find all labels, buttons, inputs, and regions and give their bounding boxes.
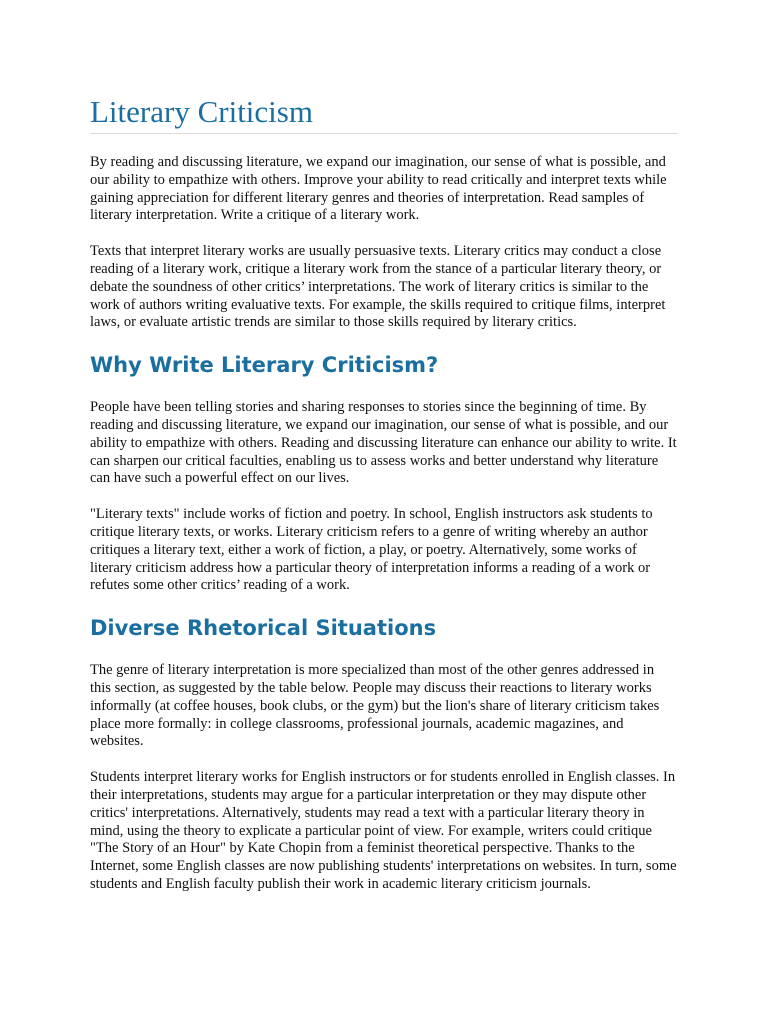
- section-heading-rhetorical-situations: Diverse Rhetorical Situations: [90, 616, 437, 641]
- rhetorical-paragraph-2: Students interpret literary works for English instructors or for students enrolled in English classes. In their interpretations, students may argue for a particular interpretation or they may dispute other critics' interpretations. Alternatively, students may read a text with a particular literary theory in mind, using the theory to explicate a particular point of view. For example, writers could critique "The Story of an Hour" by Kate Chopin from a feminist theoretical perspective. Thanks to the Internet, some English classes are now publishing students' interpretations on websites. In turn, some students and English faculty publish their work in academic literary criticism journals.: [90, 769, 677, 892]
- intro-paragraph-1: By reading and discussing literature, we expand our imagination, our sense of what is possible, and our ability to empathize with others. Improve your ability to read critically and interpret texts while gaining appreciation for different literary genres and theories of interpretation. Read samples of literary interpretation. Write a critique of a literary work.: [90, 154, 667, 224]
- page-title: Literary Criticism: [90, 93, 678, 134]
- rhetorical-paragraph-1: The genre of literary interpretation is more specialized than most of the other genres addressed in this section, as suggested by the table below. People may discuss their reactions to literary works informally (at coffee houses, book clubs, or the gym) but the lion's share of literary criticism takes place more formally: in college classrooms, professional journals, academic magazines, and websites.: [90, 662, 660, 750]
- section-heading-why-write: Why Write Literary Criticism?: [90, 353, 439, 378]
- why-write-paragraph-1: People have been telling stories and sharing responses to stories since the beginning of time. By reading and discussing literature, we expand our imagination, our sense of what is possible, and our ability to empathize with others. Reading and discussing literature can enhance our ability to write. It can sharpen our critical faculties, enabling us to assess works and better understand why literature can have such a powerful effect on our lives.: [90, 399, 677, 487]
- why-write-paragraph-2: "Literary texts" include works of fiction and poetry. In school, English instructors ask students to critique literary texts, or works. Literary criticism refers to a genre of writing whereby an author critiques a literary text, either a work of fiction, a play, or poetry. Alternatively, some works of literary criticism address how a particular theory of interpretation informs a reading of a work or refutes some other critics’ reading of a work.: [90, 506, 653, 594]
- intro-paragraph-2: Texts that interpret literary works are usually persuasive texts. Literary critics may conduct a close reading of a literary work, critique a literary work from the stance of a particular literary theory, or debate the soundness of other critics’ interpretations. The work of literary critics is similar to the work of authors writing evaluative texts. For example, the skills required to critique films, interpret laws, or evaluate artistic trends are similar to those skills required by literary critics.: [90, 243, 666, 331]
